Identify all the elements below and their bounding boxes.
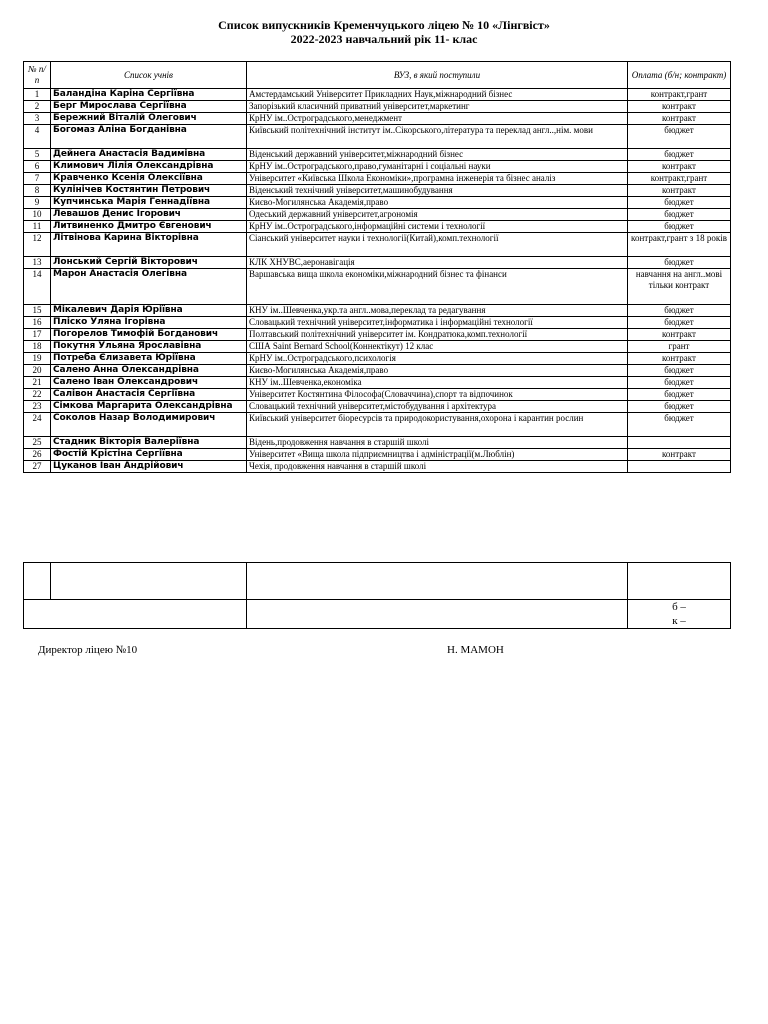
table-header-row bbox=[24, 62, 731, 89]
row-number: 2 bbox=[24, 101, 51, 113]
student-name: Потреба Єлизавета Юріївна bbox=[51, 353, 247, 365]
table-row bbox=[24, 329, 731, 341]
student-name: Мікалевич Дарія Юріївна bbox=[51, 305, 247, 317]
student-name: Сімкова Маргарита Олександрівна bbox=[51, 401, 247, 413]
table-row bbox=[24, 377, 731, 389]
row-number: 4 bbox=[24, 125, 51, 149]
student-name: Кулінічев Костянтин Петрович bbox=[51, 185, 247, 197]
student-name: Погорелов Тимофій Богданович bbox=[51, 329, 247, 341]
summary-cell bbox=[24, 563, 51, 600]
student-name: Соколов Назар Володимирович bbox=[51, 413, 247, 437]
student-name: Климович Лілія Олександрівна bbox=[51, 161, 247, 173]
table-row bbox=[24, 305, 731, 317]
payment-type: грант bbox=[628, 341, 731, 353]
row-number: 18 bbox=[24, 341, 51, 353]
row-number: 22 bbox=[24, 389, 51, 401]
university-name: Словацький технічний університет,інформатика і інформаційні технології bbox=[247, 317, 628, 329]
table-row bbox=[24, 101, 731, 113]
university-name: Києво-Могилянська Академія,право bbox=[247, 197, 628, 209]
payment-type: бюджет bbox=[628, 221, 731, 233]
student-name: Марон Анастасія Олегівна bbox=[51, 269, 247, 305]
summary-cell bbox=[628, 563, 731, 600]
university-name: КНУ ім..Шевченка,укр.та англ..мова,переклад та редагування bbox=[247, 305, 628, 317]
row-number: 12 bbox=[24, 233, 51, 257]
table-row bbox=[24, 209, 731, 221]
table-row bbox=[24, 89, 731, 101]
summary-legend-cell bbox=[628, 600, 731, 629]
payment-type: бюджет bbox=[628, 401, 731, 413]
university-name: Запорізький класичний приватний університет,маркетинг bbox=[247, 101, 628, 113]
university-name: Університет «Вища школа підприємництва і адміністрації(м.Люблін) bbox=[247, 449, 628, 461]
student-name: Пліско Уляна Ігорівна bbox=[51, 317, 247, 329]
student-name: Цуканов Іван Андрійович bbox=[51, 461, 247, 473]
university-name: Віденський технічний університет,машинобудування bbox=[247, 185, 628, 197]
table-row bbox=[24, 173, 731, 185]
table-row bbox=[24, 461, 731, 473]
row-number: 24 bbox=[24, 413, 51, 437]
university-name: Київський політехнічний інститут ім..Сікорського,література та переклад англ..,нім. мови bbox=[247, 125, 628, 149]
table-row bbox=[24, 125, 731, 149]
table-row bbox=[24, 341, 731, 353]
table-row bbox=[24, 221, 731, 233]
table-row bbox=[24, 161, 731, 173]
table-row bbox=[24, 197, 731, 209]
payment-type bbox=[628, 437, 731, 449]
payment-type: бюджет bbox=[628, 389, 731, 401]
university-name: Полтавський політехнічний університет ім. Кондратюка,комп.технології bbox=[247, 329, 628, 341]
university-name: КЛК ХНУВС,аеронавігація bbox=[247, 257, 628, 269]
payment-type: контракт bbox=[628, 101, 731, 113]
row-number: 20 bbox=[24, 365, 51, 377]
row-number: 27 bbox=[24, 461, 51, 473]
payment-type: бюджет bbox=[628, 305, 731, 317]
legend-contract: к – bbox=[672, 615, 686, 627]
student-name: Дейнега Анастасія Вадимівна bbox=[51, 149, 247, 161]
payment-type: контракт bbox=[628, 353, 731, 365]
table-row bbox=[24, 185, 731, 197]
payment-type: контракт,грант bbox=[628, 173, 731, 185]
header-university: ВУЗ, в який поступили bbox=[247, 62, 628, 89]
payment-type: бюджет bbox=[628, 209, 731, 221]
payment-type: бюджет bbox=[628, 257, 731, 269]
university-name: КрНУ ім..Остроградського,інформаційні системи і технології bbox=[247, 221, 628, 233]
payment-type: бюджет bbox=[628, 149, 731, 161]
summary-cell bbox=[247, 600, 628, 629]
row-number: 14 bbox=[24, 269, 51, 305]
header-number: № п/п bbox=[24, 62, 51, 89]
row-number: 13 bbox=[24, 257, 51, 269]
university-name: Словацький технічний університет,містобудування і архітектура bbox=[247, 401, 628, 413]
payment-type: бюджет bbox=[628, 365, 731, 377]
student-name: Берг Мирослава Сергіївна bbox=[51, 101, 247, 113]
summary-table bbox=[23, 562, 731, 629]
university-name: Університет Костянтина Філософа(Словаччина),спорт та відпочинок bbox=[247, 389, 628, 401]
payment-type: навчання на англ..мові тільки контракт bbox=[628, 269, 731, 305]
payment-type: контракт,грант bbox=[628, 89, 731, 101]
row-number: 1 bbox=[24, 89, 51, 101]
summary-cell bbox=[247, 563, 628, 600]
row-number: 5 bbox=[24, 149, 51, 161]
payment-type: контракт bbox=[628, 449, 731, 461]
row-number: 15 bbox=[24, 305, 51, 317]
legend-budget: б – bbox=[672, 601, 686, 613]
payment-type: бюджет bbox=[628, 317, 731, 329]
student-name: Литвиненко Дмитро Євгенович bbox=[51, 221, 247, 233]
table-row bbox=[24, 449, 731, 461]
director-label: Директор ліцею №10 bbox=[38, 644, 138, 656]
university-name: Києво-Могилянська Академія,право bbox=[247, 365, 628, 377]
payment-type: контракт bbox=[628, 161, 731, 173]
row-number: 3 bbox=[24, 113, 51, 125]
student-name: Стадник Вікторія Валеріївна bbox=[51, 437, 247, 449]
row-number: 16 bbox=[24, 317, 51, 329]
university-name: Сіанський університет науки і технології(Китай),комп.технології bbox=[247, 233, 628, 257]
university-name: Чехія, продовження навчання в старшій школі bbox=[247, 461, 628, 473]
table-row bbox=[24, 401, 731, 413]
university-name: КрНУ ім..Остроградського,психологія bbox=[247, 353, 628, 365]
payment-type: контракт bbox=[628, 113, 731, 125]
table-row bbox=[24, 149, 731, 161]
table-row bbox=[24, 317, 731, 329]
university-name: КрНУ ім..Остроградського,право,гуманітарні і соціальні науки bbox=[247, 161, 628, 173]
student-name: Салено Анна Олександрівна bbox=[51, 365, 247, 377]
university-name: Амстердамський Університет Прикладних Наук,міжнародний бізнес bbox=[247, 89, 628, 101]
student-name: Фостій Крістіна Сергіївна bbox=[51, 449, 247, 461]
payment-type: контракт bbox=[628, 185, 731, 197]
row-number: 23 bbox=[24, 401, 51, 413]
payment-type: бюджет bbox=[628, 125, 731, 149]
university-name: КНУ ім..Шевченка,економіка bbox=[247, 377, 628, 389]
table-row bbox=[24, 113, 731, 125]
row-number: 8 bbox=[24, 185, 51, 197]
university-name: Одеський державний університет,агрономія bbox=[247, 209, 628, 221]
table-row bbox=[24, 257, 731, 269]
header-student: Список учнів bbox=[51, 62, 247, 89]
payment-type: бюджет bbox=[628, 413, 731, 437]
student-name: Кравченко Ксенія Олексіївна bbox=[51, 173, 247, 185]
student-name: Богомаз Аліна Богданівна bbox=[51, 125, 247, 149]
university-name: Варшавська вища школа економіки,міжнародний бізнес та фінанси bbox=[247, 269, 628, 305]
student-name: Бережний Віталій Олегович bbox=[51, 113, 247, 125]
row-number: 25 bbox=[24, 437, 51, 449]
student-name: Лонський Сергій Вікторович bbox=[51, 257, 247, 269]
university-name: Університет «Київська Школа Економіки»,програмна інженерія та бізнес аналіз bbox=[247, 173, 628, 185]
summary-row bbox=[24, 600, 731, 629]
student-name: Покутня Ульяна Ярославівна bbox=[51, 341, 247, 353]
summary-cell bbox=[51, 563, 247, 600]
student-name: Левашов Денис Ігорович bbox=[51, 209, 247, 221]
payment-type bbox=[628, 461, 731, 473]
table-row bbox=[24, 413, 731, 437]
university-name: Відень,продовження навчання в старшій школі bbox=[247, 437, 628, 449]
university-name: КрНУ ім..Остроградського,менеджмент bbox=[247, 113, 628, 125]
student-name: Баландіна Каріна Сергіївна bbox=[51, 89, 247, 101]
row-number: 10 bbox=[24, 209, 51, 221]
payment-type: контракт,грант з 18 років bbox=[628, 233, 731, 257]
table-row bbox=[24, 365, 731, 377]
document-title: Список випускників Кременчуцького ліцею № 10 «Лінгвіст» bbox=[218, 18, 550, 32]
header-payment: Оплата (б/н; контракт) bbox=[628, 62, 731, 89]
director-name: Н. МАМОН bbox=[447, 644, 504, 656]
table-row bbox=[24, 233, 731, 257]
payment-type: бюджет bbox=[628, 377, 731, 389]
student-name: Купчинська Марія Геннадіївна bbox=[51, 197, 247, 209]
row-number: 9 bbox=[24, 197, 51, 209]
row-number: 7 bbox=[24, 173, 51, 185]
payment-type: бюджет bbox=[628, 197, 731, 209]
document-subtitle: 2022-2023 навчальний рік 11- клас bbox=[290, 32, 478, 46]
table-row bbox=[24, 389, 731, 401]
student-name: Салівон Анастасія Сергіївна bbox=[51, 389, 247, 401]
university-name: США Saint Bernard School(Коннектікут) 12 клас bbox=[247, 341, 628, 353]
graduates-table bbox=[23, 61, 731, 473]
table-row bbox=[24, 437, 731, 449]
row-number: 26 bbox=[24, 449, 51, 461]
university-name: Київський університет біоресурсів та природокористування,охорона і карантин рослин bbox=[247, 413, 628, 437]
row-number: 21 bbox=[24, 377, 51, 389]
summary-cell bbox=[24, 600, 247, 629]
row-number: 19 bbox=[24, 353, 51, 365]
summary-row bbox=[24, 563, 731, 600]
student-name: Салено Іван Олександрович bbox=[51, 377, 247, 389]
university-name: Віденський державний університет,міжнародний бізнес bbox=[247, 149, 628, 161]
row-number: 11 bbox=[24, 221, 51, 233]
table-body bbox=[24, 89, 731, 473]
row-number: 6 bbox=[24, 161, 51, 173]
table-row bbox=[24, 353, 731, 365]
row-number: 17 bbox=[24, 329, 51, 341]
table-row bbox=[24, 269, 731, 305]
payment-type: контракт bbox=[628, 329, 731, 341]
student-name: Літвінова Карина Вікторівна bbox=[51, 233, 247, 257]
